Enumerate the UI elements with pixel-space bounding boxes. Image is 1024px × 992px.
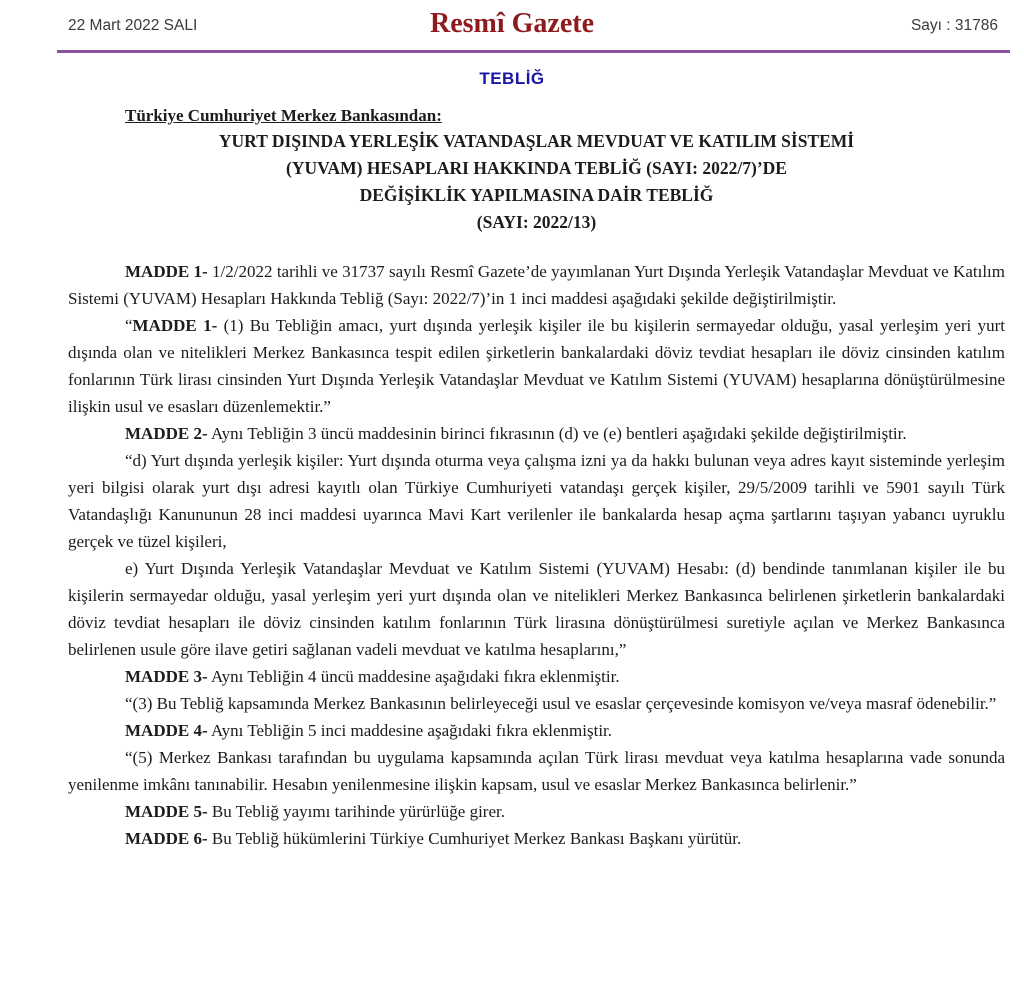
paragraph-text: “d) Yurt dışında yerleşik kişiler: Yurt dışında oturma veya çalışma izni ya da hakkı bulunan veya adres kayıt sisteminde yerleşim yeri bilgisi olarak yurt dışı adresi kayıtlı olan Türkiye Cumhuriyeti vatandaşı gerçek kişiler, 29/5/2009 tarihli ve 5901 sayılı Türk Vatandaşlığı Kanununun 28 inci maddesi uyarınca Mavi Kart verilenler ile bankalarda hesap açma şartlarını taşıyan yabancı uyruklu gerçek ve tüzel kişileri,: [68, 451, 1005, 551]
paragraph-text: e) Yurt Dışında Yerleşik Vatandaşlar Mevduat ve Katılım Sistemi (YUVAM) Hesabı: (d) bendinde tanımlanan kişiler ile bu kişilerin sermayedar olduğu, yasal yerleşim yeri yurt dışında olan ve nitelikleri Merkez Bankasınca belirlenen şirketlerin bankalardaki döviz tevdiat hesapları ile döviz cinsinden katılım fonlarının Türk lirasına dönüştürülmesi suretiyle açılan ve Merkez Bankasınca belirlenen usule göre ilave getiri sağlanan vadeli mevduat ve katılma hesaplarını,”: [68, 559, 1005, 659]
doc-title-line: (YUVAM) HESAPLARI HAKKINDA TEBLİĞ (SAYI: 2022/7)’DE: [286, 158, 787, 178]
document-title: [68, 128, 1005, 236]
gazette-date: 22 Mart 2022 SALI: [68, 17, 198, 34]
doc-title-line: (SAYI: 2022/13): [476, 212, 597, 232]
body-paragraph: [68, 258, 1005, 312]
article-label: MADDE 2-: [125, 424, 208, 443]
article-label: MADDE 6-: [125, 829, 208, 848]
paragraph-text: Aynı Tebliğin 5 inci maddesine aşağıdaki fıkra eklenmiştir.: [207, 721, 613, 740]
doc-title-line: DEĞİŞİKLİK YAPILMASINA DAİR TEBLİĞ: [359, 185, 714, 205]
body-paragraph: [68, 690, 1005, 717]
article-label: MADDE 3-: [125, 667, 208, 686]
paragraph-text: 1/2/2022 tarihli ve 31737 sayılı Resmî Gazete’de yayımlanan Yurt Dışında Yerleşik Vatandaşlar Mevduat ve Katılım Sistemi (YUVAM) Hesapları Hakkında Tebliğ (Sayı: 2022/7)’in 1 inci maddesi aşağıdaki şekilde değiştirilmiştir.: [68, 262, 1005, 308]
body-paragraph: [68, 312, 1005, 420]
article-label: MADDE 1-: [125, 262, 208, 281]
article-label: MADDE 4-: [125, 721, 208, 740]
body-paragraph: [68, 555, 1005, 663]
gazette-issue-number: Sayı : 31786: [910, 17, 998, 34]
paragraph-text: Aynı Tebliğin 4 üncü maddesine aşağıdaki fıkra eklenmiştir.: [207, 667, 620, 686]
paragraph-text: Bu Tebliğ hükümlerini Türkiye Cumhuriyet Merkez Bankası Başkanı yürütür.: [207, 829, 742, 848]
body-paragraph: [68, 447, 1005, 555]
document-body: [68, 89, 1005, 852]
doc-title-line: YURT DIŞINDA YERLEŞİK VATANDAŞLAR MEVDUAT VE KATILIM SİSTEMİ: [218, 131, 855, 151]
paragraph-text: “(5) Merkez Bankası tarafından bu uygulama kapsamında açılan Türk lirası mevduat veya katılma hesaplarına vade sonunda yenilenme imkânı tanınabilir. Hesabın yenilenmesine ilişkin kapsam, usul ve esaslar Merkez Bankasınca belirlenir.”: [68, 748, 1005, 794]
paragraph-text: Bu Tebliğ yayımı tarihinde yürürlüğe girer.: [207, 802, 505, 821]
header-divider-rule: [57, 50, 1010, 53]
article-label: MADDE 1-: [132, 316, 218, 335]
body-paragraph: [68, 717, 1005, 744]
body-paragraph: [68, 663, 1005, 690]
section-heading: TEBLİĞ: [479, 69, 545, 88]
paragraph-text: “(3) Bu Tebliğ kapsamında Merkez Bankasının belirleyeceği usul ve esaslar çerçevesinde komisyon ve/veya masraf ödenebilir.”: [125, 694, 997, 713]
body-paragraph: [68, 420, 1005, 447]
article-label: MADDE 5-: [125, 802, 208, 821]
gazette-header: [0, 0, 1024, 46]
paragraph-text: (1) Bu Tebliğin amacı, yurt dışında yerleşik kişiler ile bu kişilerin sermayedar olduğu, yasal yerleşim yeri yurt dışında olan ve nitelikleri Merkez Bankasınca tespit edilen şirketlerin bankalardaki döviz tevdiat hesapları ile döviz cinsinden katılım fonlarının Türk lirası cinsinden Yurt Dışında Yerleşik Vatandaşlar Mevduat ve Katılım Sistemi (YUVAM) hesaplarına dönüştürülmesine ilişkin usul ve esasları düzenlemektir.”: [68, 316, 1005, 416]
body-paragraph: [68, 744, 1005, 798]
gazette-title: Resmî Gazete: [429, 8, 595, 39]
paragraph-text: Aynı Tebliğin 3 üncü maddesinin birinci fıkrasının (d) ve (e) bentleri aşağıdaki şekilde değiştirilmiştir.: [207, 424, 907, 443]
body-paragraph: [68, 825, 1005, 852]
paragraph-text: “: [125, 316, 133, 335]
article-paragraphs: [68, 258, 1005, 852]
body-paragraph: [68, 798, 1005, 825]
issuing-authority-line: Türkiye Cumhuriyet Merkez Bankasından:: [125, 106, 442, 125]
